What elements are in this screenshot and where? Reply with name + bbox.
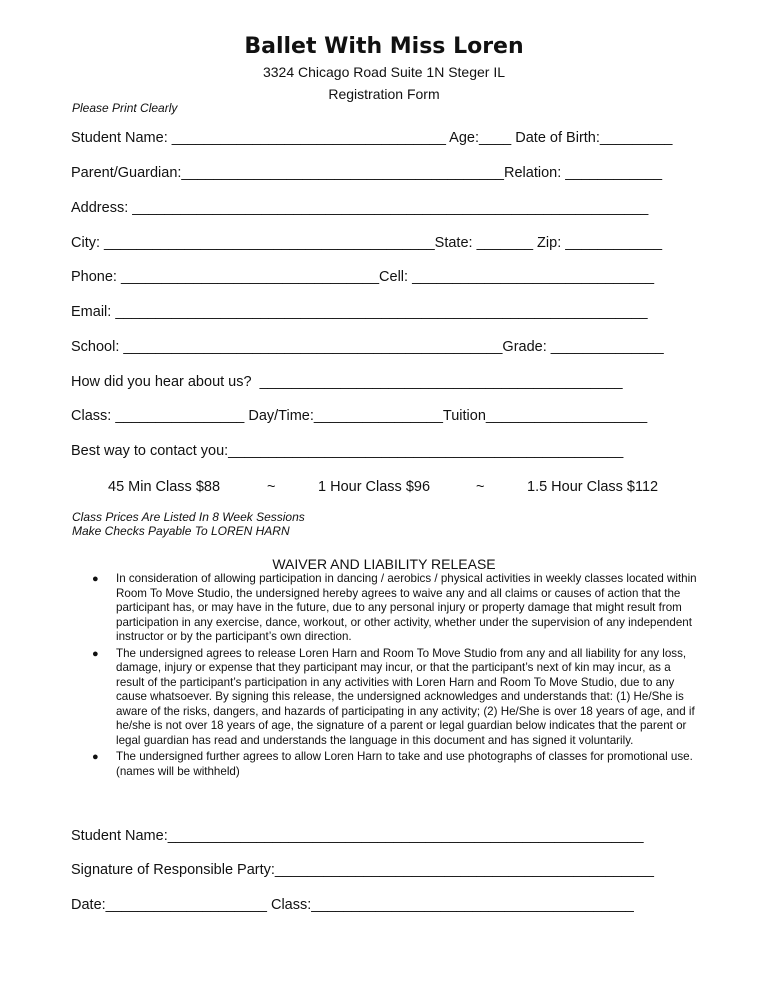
class-daytime-tuition-field[interactable]: Class: ________________ Day/Time:________________Tuition____________________	[71, 408, 648, 424]
phone-cell-field[interactable]: Phone: ________________________________Cell: ______________________________	[71, 269, 655, 285]
contact-preference-field[interactable]: Best way to contact you:_________________________________________________	[71, 443, 624, 459]
waiver-list	[92, 572, 698, 781]
waiver-text: The undersigned further agrees to allow Loren Harn to take and use photographs of classes for promotional use. (names will be withheld)	[116, 750, 693, 778]
print-note: Please Print Clearly	[72, 101, 178, 115]
waiver-item	[92, 750, 698, 779]
checks-note: Make Checks Payable To LOREN HARN	[72, 524, 290, 538]
address-field[interactable]: Address: ________________________________________________________________	[71, 200, 649, 216]
waiver-title: WAIVER AND LIABILITY RELEASE	[272, 556, 496, 572]
waiver-text: In consideration of allowing participation in dancing / aerobics / physical activities in weekly classes located within Room To Move Studio, the undersigned hereby agrees to waive any and all claims or causes of action that the participant has, or may have in the future, due to any personal injury or property damage that might result from participation in any exercise, dance, workout, or other activity, whether under the supervision of any independent instructor or by the participant’s own direction.	[116, 572, 697, 643]
student-name-field[interactable]: Student Name: __________________________________ Age:____ Date of Birth:_________	[71, 130, 673, 146]
page-title: Ballet With Miss Loren	[244, 34, 524, 59]
price-1-hour: 1 Hour Class $96	[318, 479, 431, 495]
waiver-item	[92, 572, 698, 645]
bullet-icon: ●	[92, 647, 99, 660]
city-state-zip-field[interactable]: City: _________________________________________State: _______ Zip: ____________	[71, 235, 663, 251]
parent-guardian-field[interactable]: Parent/Guardian:________________________________________Relation: ____________	[71, 165, 663, 181]
form-name: Registration Form	[328, 86, 440, 102]
signature-student-name-field[interactable]: Student Name:___________________________________________________________	[71, 828, 644, 844]
waiver-item	[92, 647, 698, 749]
email-field[interactable]: Email: __________________________________________________________________	[71, 304, 648, 320]
bullet-icon: ●	[92, 751, 99, 763]
studio-address: 3324 Chicago Road Suite 1N Steger IL	[262, 64, 506, 80]
price-separator: ~	[267, 479, 276, 495]
price-1-5-hour: 1.5 Hour Class $112	[527, 479, 659, 495]
price-45-min: 45 Min Class $88	[108, 479, 221, 495]
referral-field[interactable]: How did you hear about us? _____________________________________________	[71, 374, 623, 390]
date-class-field[interactable]: Date:____________________ Class:________________________________________	[71, 897, 634, 913]
school-grade-field[interactable]: School: _______________________________________________Grade: ______________	[71, 339, 664, 355]
price-separator: ~	[476, 479, 485, 495]
waiver-text: The undersigned agrees to release Loren Harn and Room To Move Studio from any and all liability for any loss, damage, injury or expense that they participant may incur, or that the participant’s next of kin may incur, as a result of the participant’s participation in any activities with Loren Harn and Room To Move Studio, due to any cause whatsoever. By signing this release, the undersigned acknowledges and understands that: (1) He/She is aware of the risks, dangers, and hazards of participating in any activity; (2) He/She is over 18 years of age, and if he/she is not over 18 years of age, the signature of a parent or legal guardian below indicates that the parent or legal guardian has read and understands the language in this document and has signed it voluntarily.	[116, 646, 695, 747]
responsible-party-signature-field[interactable]: Signature of Responsible Party:_______________________________________________	[71, 862, 654, 878]
bullet-icon: ●	[92, 573, 99, 585]
sessions-note: Class Prices Are Listed In 8 Week Sessions	[72, 510, 305, 524]
